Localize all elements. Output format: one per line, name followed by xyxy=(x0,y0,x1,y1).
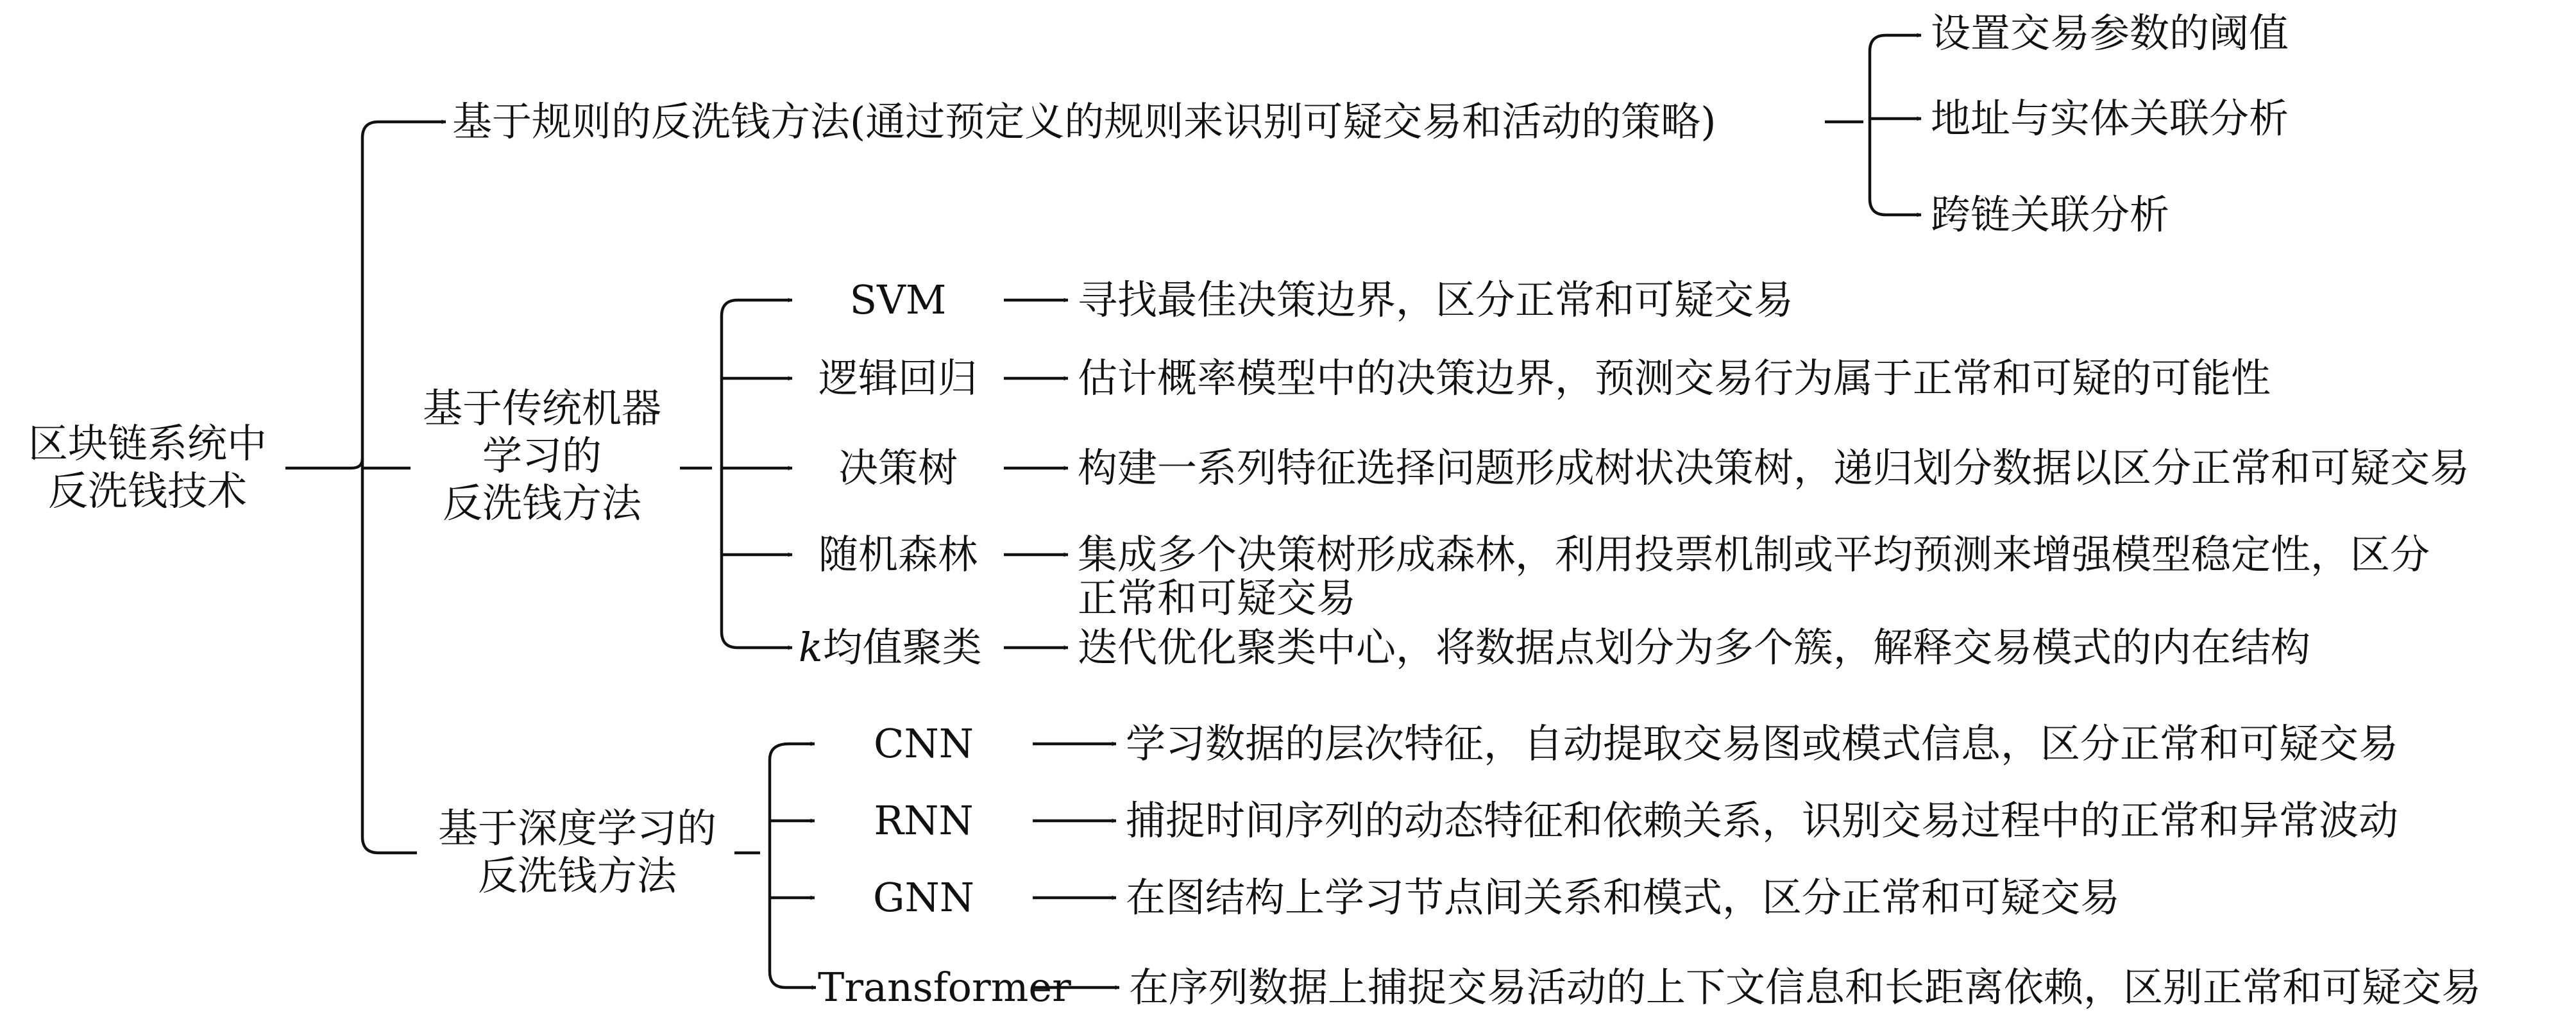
ml-spine xyxy=(722,300,738,648)
rule-item-threshold: 设置交易参数的阈值 xyxy=(1931,10,2289,56)
ml-method-logistic-regression: 逻辑回归 xyxy=(818,355,978,401)
dl-desc-transformer: 在序列数据上捕捉交易活动的上下文信息和长距离依赖，区别正常和可疑交易 xyxy=(1129,964,2482,1011)
ml-desc-logistic-regression: 估计概率模型中的决策边界，预测交易行为属于正常和可疑的可能性 xyxy=(1078,355,2271,401)
ml-line-2: 学习的 xyxy=(482,432,602,479)
dl-line-2: 反洗钱方法 xyxy=(477,852,677,899)
root-line-1: 区块链系统中 xyxy=(28,420,267,467)
root-line-2: 反洗钱技术 xyxy=(47,467,247,514)
dl-method-node xyxy=(417,805,738,900)
dl-method-cnn: CNN xyxy=(874,720,974,767)
dl-method-transformer: Transformer xyxy=(818,964,1071,1011)
rf-desc-line-2: 正常和可疑交易 xyxy=(1078,575,1357,621)
ml-method-node xyxy=(404,385,680,527)
ml-method-random-forest: 随机森林 xyxy=(818,531,978,578)
rule-method-node: 基于规则的反洗钱方法(通过预定义的规则来识别可疑交易和活动的策略) xyxy=(452,98,1716,145)
dl-desc-rnn: 捕捉时间序列的动态特征和依赖关系，识别交易过程中的正常和异常波动 xyxy=(1126,797,2399,844)
ml-desc-kmeans: 迭代优化聚类中心，将数据点划分为多个簇，解释交易模式的内在结构 xyxy=(1078,624,2311,671)
rf-desc-line-1: 集成多个决策树形成森林，利用投票机制或平均预测来增强模型稳定性，区分 xyxy=(1078,531,2430,578)
kmeans-rest: 均值聚类 xyxy=(822,624,982,671)
rule-spine xyxy=(1870,35,1886,215)
rule-item-cross-chain: 跨链关联分析 xyxy=(1931,191,2170,238)
ml-desc-decision-tree: 构建一系列特征选择问题形成树状决策树，递归划分数据以区分正常和可疑交易 xyxy=(1078,444,2470,491)
dl-spine xyxy=(770,744,789,988)
ml-desc-svm: 寻找最佳决策边界，区分正常和可疑交易 xyxy=(1078,276,1794,323)
dl-line-1: 基于深度学习的 xyxy=(437,805,716,852)
ml-desc-random-forest xyxy=(1078,531,2430,622)
ml-line-1: 基于传统机器 xyxy=(422,385,661,432)
root-spine xyxy=(362,122,378,853)
kmeans-k: k xyxy=(799,624,823,671)
rule-item-address-entity: 地址与实体关联分析 xyxy=(1931,95,2289,142)
ml-method-svm: SVM xyxy=(849,276,947,323)
root-node xyxy=(13,420,282,515)
root-join xyxy=(352,458,362,468)
ml-line-3: 反洗钱方法 xyxy=(442,480,641,526)
ml-method-decision-tree: 决策树 xyxy=(838,444,958,491)
dl-desc-cnn: 学习数据的层次特征，自动提取交易图或模式信息，区分正常和可疑交易 xyxy=(1126,720,2399,767)
ml-method-kmeans xyxy=(799,624,982,671)
dl-method-rnn: RNN xyxy=(874,797,974,844)
dl-method-gnn: GNN xyxy=(872,874,975,921)
dl-desc-gnn: 在图结构上学习节点间关系和模式，区分正常和可疑交易 xyxy=(1126,874,2121,921)
